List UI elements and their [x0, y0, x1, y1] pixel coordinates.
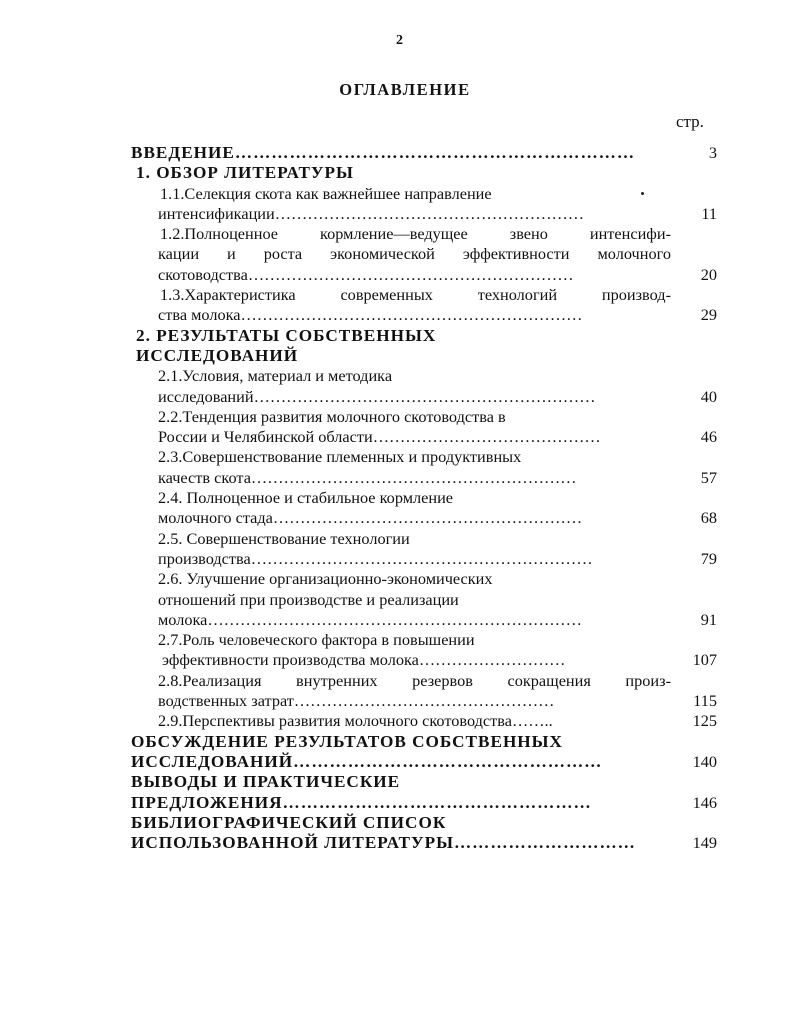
- toc-page-number: 140: [692, 751, 717, 771]
- toc-page-number: 149: [692, 833, 717, 853]
- toc-entry-text: 1.1.Селекция скота как важнейшее направление: [160, 183, 492, 203]
- toc-entry-text: России и Челябинской области……………………………………: [158, 427, 601, 447]
- toc-entry-text: ПРЕДЛОЖЕНИЯ……………………………………………: [131, 792, 592, 812]
- toc-page-number: 46: [700, 427, 717, 447]
- toc-entry-text: 1.2.Полноценное кормление—ведущее звено интенсифи-: [160, 224, 671, 244]
- toc-entry-text: интенсификации…………………………………………………: [158, 203, 585, 223]
- toc-page-number: 68: [700, 508, 717, 528]
- toc-page-number: 40: [700, 386, 717, 406]
- toc-entry-2-6[interactable]: [0, 569, 799, 589]
- toc-entry-2-1[interactable]: [0, 366, 799, 386]
- toc-heading-part2[interactable]: [0, 326, 799, 346]
- toc-heading-text: 2. РЕЗУЛЬТАТЫ СОБСТВЕННЫХ: [136, 325, 437, 345]
- toc-entry-text: молока……………………………………………………………: [158, 609, 582, 629]
- toc-entry-text: эффективности производства молока………………………: [162, 650, 566, 670]
- toc-entry-text: 2.2.Тенденция развития молочного скотоводства в: [158, 406, 506, 426]
- toc-page-number: 11: [701, 203, 717, 223]
- toc-entry-intro[interactable]: [0, 143, 799, 163]
- table-of-contents: [0, 143, 799, 853]
- toc-entry-1-3[interactable]: [0, 285, 799, 305]
- toc-entry-text: 2.1.Условия, материал и методика: [158, 366, 393, 386]
- toc-entry-text: водственных затрат…………………………………………: [158, 691, 555, 711]
- toc-entry-text: производства………………………………………………………: [158, 548, 593, 568]
- toc-entry-2-2[interactable]: [0, 407, 799, 427]
- toc-entry-bibliography[interactable]: [0, 813, 799, 833]
- toc-entry-discussion[interactable]: [0, 732, 799, 752]
- toc-entry-text: скотоводства……………………………………………………: [158, 264, 574, 284]
- toc-entry-2-5[interactable]: [0, 529, 799, 549]
- toc-entry-2-9[interactable]: [0, 711, 799, 731]
- toc-page-number: 146: [692, 792, 717, 812]
- toc-entry-2-4[interactable]: [0, 488, 799, 508]
- page-number: 2: [396, 33, 403, 48]
- toc-page-number: 20: [700, 264, 717, 284]
- toc-entry-text: 2.4. Полноценное и стабильное кормление: [158, 488, 454, 508]
- toc-heading-part1[interactable]: [0, 163, 799, 183]
- toc-page-number: 115: [693, 691, 717, 711]
- toc-entry-text: 2.6. Улучшение организационно-экономических: [158, 569, 493, 589]
- toc-heading-text: ИССЛЕДОВАНИЙ: [136, 345, 299, 365]
- toc-entry-conclusions[interactable]: [0, 772, 799, 792]
- toc-entry-text: 1.3.Характеристика современных технологий производ-: [160, 285, 671, 305]
- toc-page-number: 125: [692, 711, 717, 731]
- toc-entry-text: кации и роста экономической эффективности молочного: [158, 244, 671, 264]
- toc-entry-text: БИБЛИОГРАФИЧЕСКИЙ СПИСОК: [131, 812, 447, 832]
- toc-page-number: 57: [700, 467, 717, 487]
- toc-entry-text: ИСПОЛЬЗОВАННОЙ ЛИТЕРАТУРЫ…………………………: [131, 833, 636, 853]
- toc-entry-1-1[interactable]: [0, 184, 799, 204]
- page-title: ОГЛАВЛЕНИЕ: [339, 80, 471, 99]
- toc-entry-1-2[interactable]: [0, 224, 799, 244]
- toc-entry-text: 2.7.Роль человеческого фактора в повышении: [158, 630, 475, 650]
- toc-entry-text: исследований………………………………………………………: [158, 386, 596, 406]
- toc-entry-text: ВВЕДЕНИЕ…………………………………………………………: [131, 143, 636, 162]
- toc-entry-text: ВЫВОДЫ И ПРАКТИЧЕСКИЕ: [131, 772, 401, 792]
- toc-entry-2-3[interactable]: [0, 447, 799, 467]
- toc-entry-text: молочного стада…………………………………………………: [158, 508, 583, 528]
- toc-page-number: 107: [692, 650, 717, 670]
- toc-entry-2-7[interactable]: [0, 630, 799, 650]
- toc-entry-2-8[interactable]: [0, 671, 799, 691]
- page-column-label: стр.: [676, 112, 704, 131]
- toc-page-number: 91: [700, 609, 717, 629]
- toc-entry-text: качеств скота……………………………………………………: [158, 467, 577, 487]
- toc-heading-text: 1. ОБЗОР ЛИТЕРАТУРЫ: [136, 163, 354, 183]
- toc-entry-text: 2.9.Перспективы развития молочного скотоводства……..: [158, 711, 553, 731]
- toc-page-number: 29: [700, 305, 717, 325]
- toc-entry-text: отношений при производстве и реализации: [158, 589, 459, 609]
- toc-entry-text: ства молока………………………………………………………: [158, 305, 583, 325]
- toc-entry-text: ИССЛЕДОВАНИЙ……………………………………………: [131, 751, 603, 771]
- toc-entry-text: 2.3.Совершенствование племенных и продуктивных: [158, 447, 522, 467]
- toc-page-number: 79: [700, 548, 717, 568]
- stray-mark: [641, 192, 644, 195]
- toc-entry-text: ОБСУЖДЕНИЕ РЕЗУЛЬТАТОВ СОБСТВЕННЫХ: [131, 731, 563, 751]
- toc-entry-text: 2.5. Совершенствование технологии: [158, 528, 410, 548]
- toc-page-number: 3: [708, 143, 717, 162]
- toc-entry-text: 2.8.Реализация внутренних резервов сокращения произ-: [158, 670, 671, 690]
